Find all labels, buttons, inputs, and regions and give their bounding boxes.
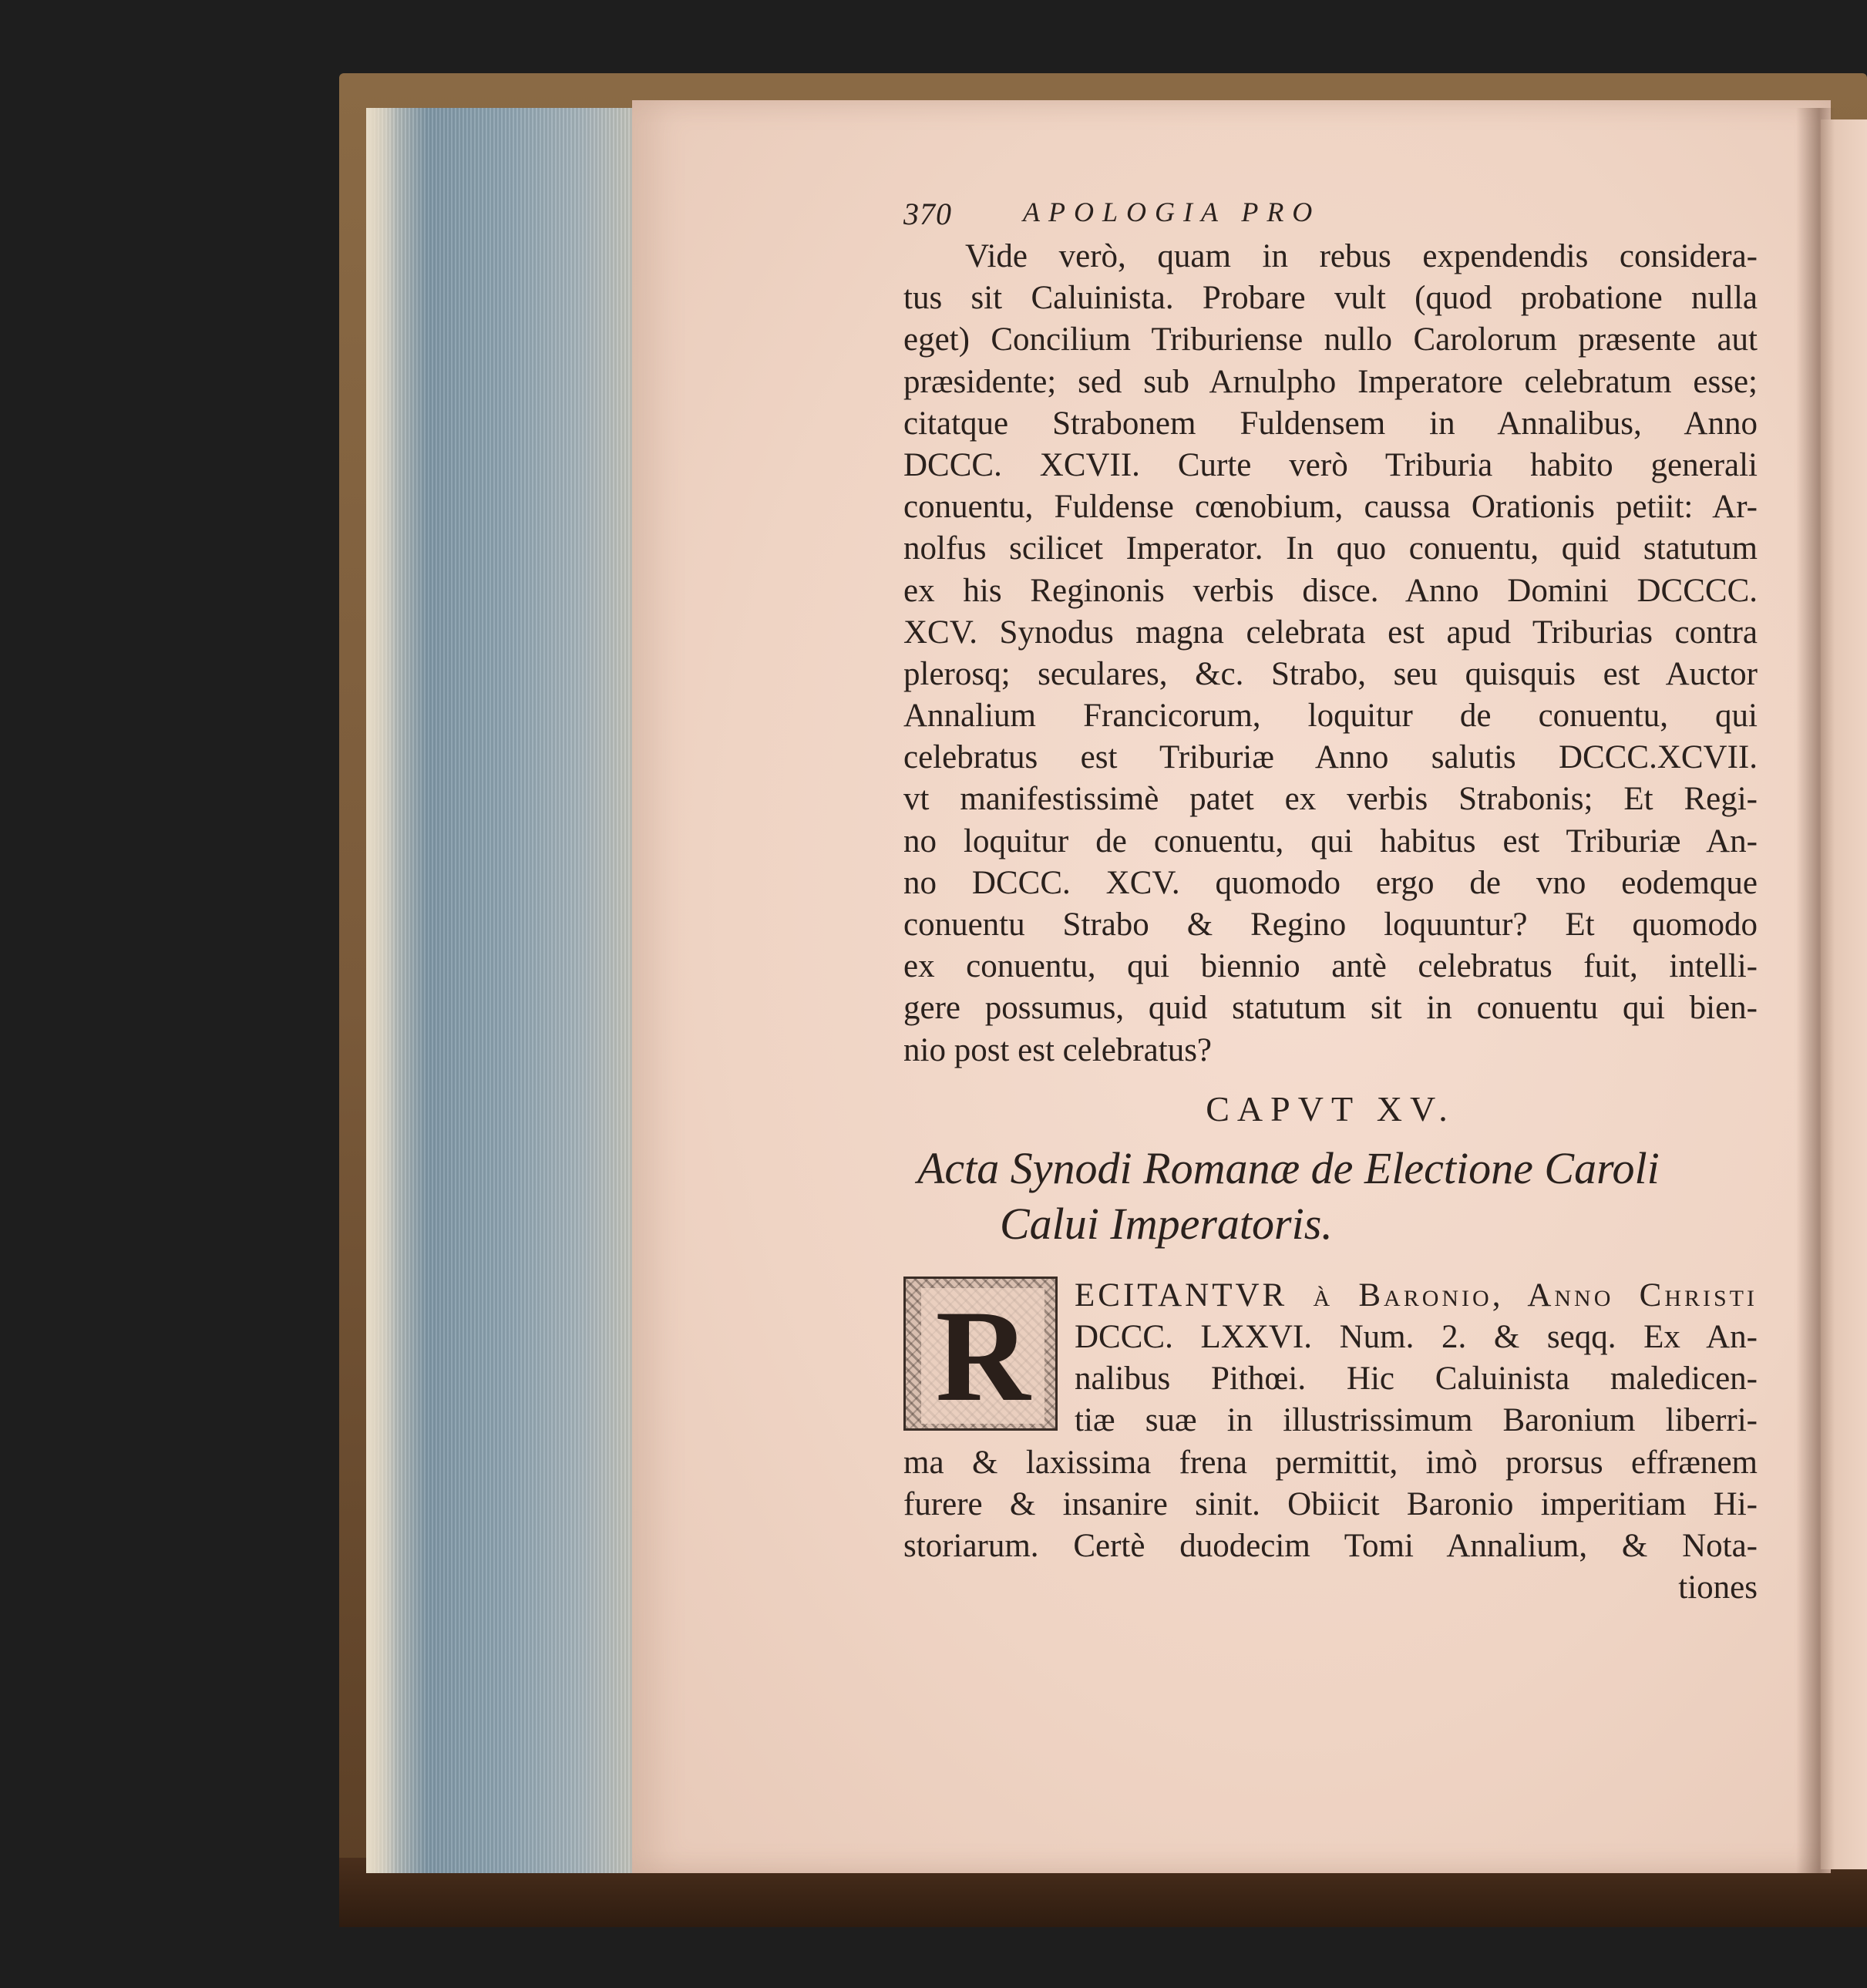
catchword: tiones [1678,1569,1758,1606]
text-line: plerosq; seculares, &c. Strabo, seu quisquis est Auctor [903,655,1758,692]
text-line: gere possumus, quid statutum sit in conuentu qui bien- [903,990,1758,1027]
text-line: conuentu, Fuldense cœnobium, caussa Orationis petiit: Ar- [903,489,1758,526]
text-line: tus sit Caluinista. Probare vult (quod probatione nulla [903,280,1758,317]
running-head [903,190,1758,236]
text-line: Vide verò, quam in rebus expendendis considera- [965,238,1758,274]
decorated-initial [903,1277,1058,1431]
chapter-title-line-2: Calui Imperatoris. [1000,1198,1333,1249]
text-line: nolfus scilicet Imperator. In quo conuentu, quid statutum [903,530,1758,567]
running-head-title: APOLOGIA PRO [1023,197,1321,227]
page-text [903,190,1758,1609]
text-line: nalibus Pithœi. Hic Caluinista maledicen- [1075,1361,1758,1398]
text-line: storiarum. Certè duodecim Tomi Annalium, & Nota- [903,1527,1758,1564]
page-edge-highlight [366,108,397,1873]
text-line: præsidente; sed sub Arnulpho Imperatore celebratum esse; [903,363,1758,400]
paragraph-1 [903,236,1758,1071]
text-line: celebratus est Triburiæ Anno salutis DCCC.XCVII. [903,739,1758,776]
text-line: ECITANTVR à Baronio, Anno Christi [1075,1277,1758,1314]
text-line: nio post est celebratus? [903,1031,1213,1068]
text-line: tiæ suæ in illustrissimum Baronium liberri- [1075,1402,1758,1439]
text-line: citatque Strabonem Fuldensem in Annalibus, Anno [903,405,1758,442]
text-line: ex his Reginonis verbis disce. Anno Domini DCCCC. [903,572,1758,609]
text-line: ma & laxissima frena permittit, imò prorsus effrænem [903,1444,1758,1481]
text-line: DCCC. XCVII. Curte verò Triburia habito generali [903,446,1758,483]
chapter-heading: CAPVT XV. [1206,1088,1455,1129]
text-line: ex conuentu, qui biennio antè celebratus fuit, intelli- [903,948,1758,985]
text-line: DCCC. LXXVI. Num. 2. & seqq. Ex An- [1075,1318,1758,1355]
facing-page-sliver [1821,119,1867,1869]
chapter-title [903,1141,1758,1252]
text-line: vt manifestissimè patet ex verbis Strabonis; Et Regi- [903,781,1758,818]
decorated-initial-letter: R [921,1288,1045,1424]
text-line: conuentu Strabo & Regino loquuntur? Et quomodo [903,907,1758,943]
page-number: 370 [903,197,952,231]
text-line: furere & insanire sinit. Obiicit Baronio imperitiam Hi- [903,1485,1758,1522]
text-line: XCV. Synodus magna celebrata est apud Triburias contra [903,614,1758,651]
text-line: Annalium Francicorum, loquitur de conuentu, qui [903,698,1758,735]
text-line: no loquitur de conuentu, qui habitus est Triburiæ An- [903,822,1758,859]
paragraph-2-section [903,1275,1758,1610]
text-line: eget) Concilium Triburiense nullo Carolorum præsente aut [903,321,1758,358]
text-line: no DCCC. XCV. quomodo ergo de vno eodemque [903,864,1758,901]
chapter-title-line-1: Acta Synodi Romanæ de Electione Caroli [917,1142,1660,1193]
page-fore-edges [366,108,671,1873]
